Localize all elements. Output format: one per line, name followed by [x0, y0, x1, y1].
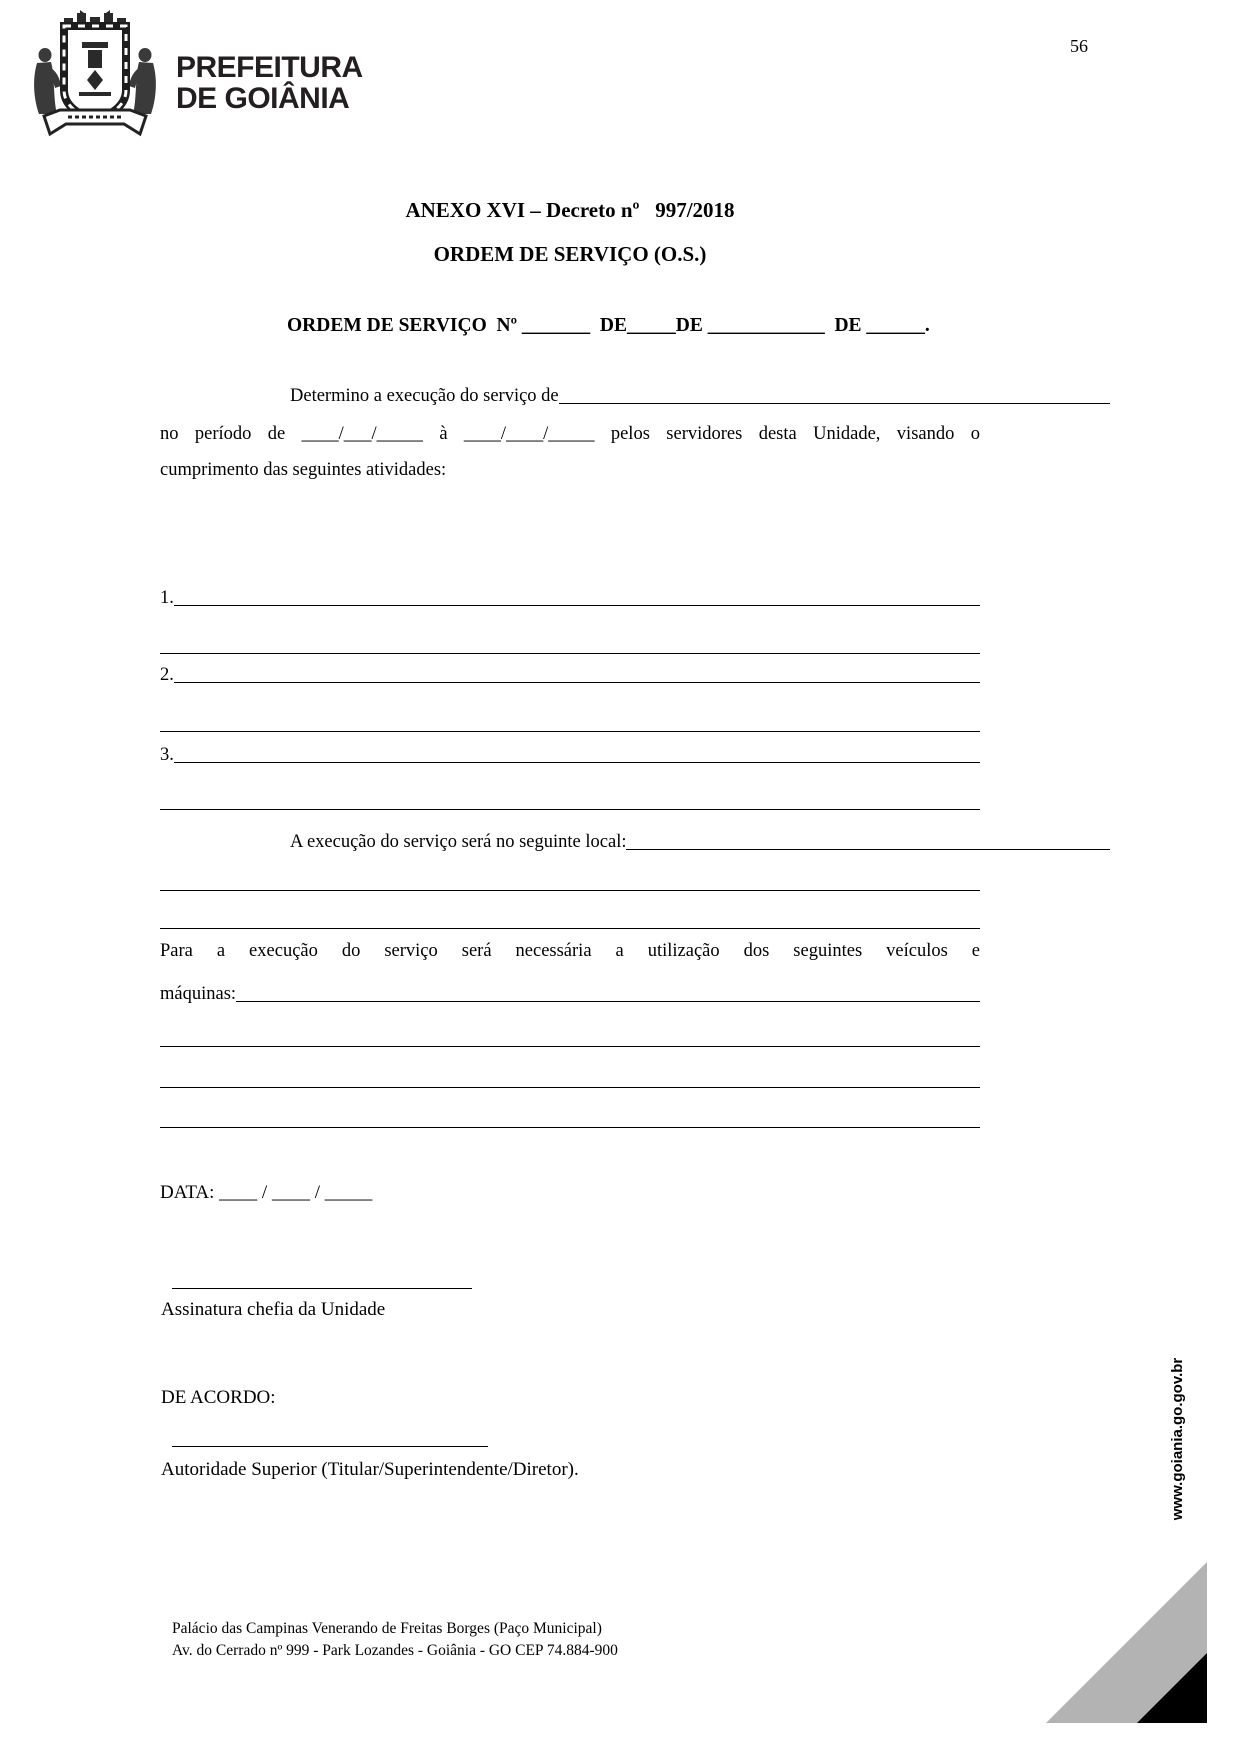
- local-blank-line: [626, 849, 1110, 850]
- blank-line: [160, 890, 980, 891]
- machines-line: [160, 984, 980, 1005]
- activity-item-1: [160, 588, 980, 609]
- org-name-line2: DE GOIÂNIA: [176, 82, 350, 115]
- machines-blank-line: [236, 1001, 980, 1002]
- page-number: 56: [1070, 36, 1088, 56]
- determino-text: Determino a execução do serviço de: [290, 386, 559, 406]
- item-number: 2.: [160, 665, 174, 685]
- website-url-vertical: www.goiania.go.gov.br: [1169, 1357, 1186, 1521]
- signature-caption-unit-chief: Assinatura chefia da Unidade: [161, 1299, 386, 1320]
- signature-caption-superior-authority: Autoridade Superior (Titular/Superintendente/Diretor).: [161, 1459, 579, 1480]
- machines-label: máquinas:: [160, 984, 237, 1004]
- blank-line: [174, 605, 980, 606]
- footer-address-line2: Av. do Cerrado nº 999 - Park Lozandes - Goiânia - GO CEP 74.884-900: [172, 1642, 618, 1659]
- document-title: ORDEM DE SERVIÇO (O.S.): [433, 242, 707, 266]
- activity-item-3: [160, 745, 980, 766]
- vehicles-paragraph: Para a execução do serviço será necessária a utilização dos seguintes veículos e: [160, 941, 980, 961]
- org-name-line1: PREFEITURA: [176, 51, 363, 84]
- logo: [30, 8, 363, 142]
- paragraph-determino: [160, 386, 1110, 407]
- paragraph-cumprimento: cumprimento das seguintes atividades:: [160, 460, 447, 480]
- service-blank-line: [559, 403, 1110, 404]
- signature-line-unit-chief: [172, 1288, 472, 1289]
- item-number: 3.: [160, 745, 174, 765]
- blank-line: [160, 1127, 980, 1128]
- de-acordo-label: DE ACORDO:: [161, 1387, 276, 1408]
- blank-line: [160, 928, 980, 929]
- item-number: 1.: [160, 588, 174, 608]
- footer-address-line1: Palácio das Campinas Venerando de Freitas Borges (Paço Municipal): [172, 1620, 602, 1637]
- local-label: A execução do serviço será no seguinte local:: [290, 832, 627, 852]
- corner-triangle-graphic: [1040, 1556, 1210, 1726]
- paragraph-periodo: no período de ____/___/_____ à ____/____/_____ pelos servidores desta Unidade, visando o: [160, 424, 980, 444]
- blank-line: [174, 682, 980, 683]
- activity-item-2: [160, 665, 980, 686]
- order-number-line: ORDEM DE SERVIÇO Nº _______ DE_____DE ____________ DE ______.: [287, 315, 930, 336]
- date-line: DATA: ____ / ____ / _____: [160, 1182, 373, 1203]
- org-wordmark: [176, 52, 363, 114]
- blank-line: [160, 809, 980, 810]
- goiania-coat-of-arms-icon: [30, 8, 160, 142]
- local-line: [160, 832, 1110, 853]
- blank-line: [160, 653, 980, 654]
- annex-title: ANEXO XVI – Decreto nº 997/2018: [405, 198, 735, 222]
- signature-line-superior-authority: [172, 1446, 488, 1447]
- blank-line: [160, 1046, 980, 1047]
- blank-line: [174, 762, 980, 763]
- blank-line: [160, 1087, 980, 1088]
- blank-line: [160, 731, 980, 732]
